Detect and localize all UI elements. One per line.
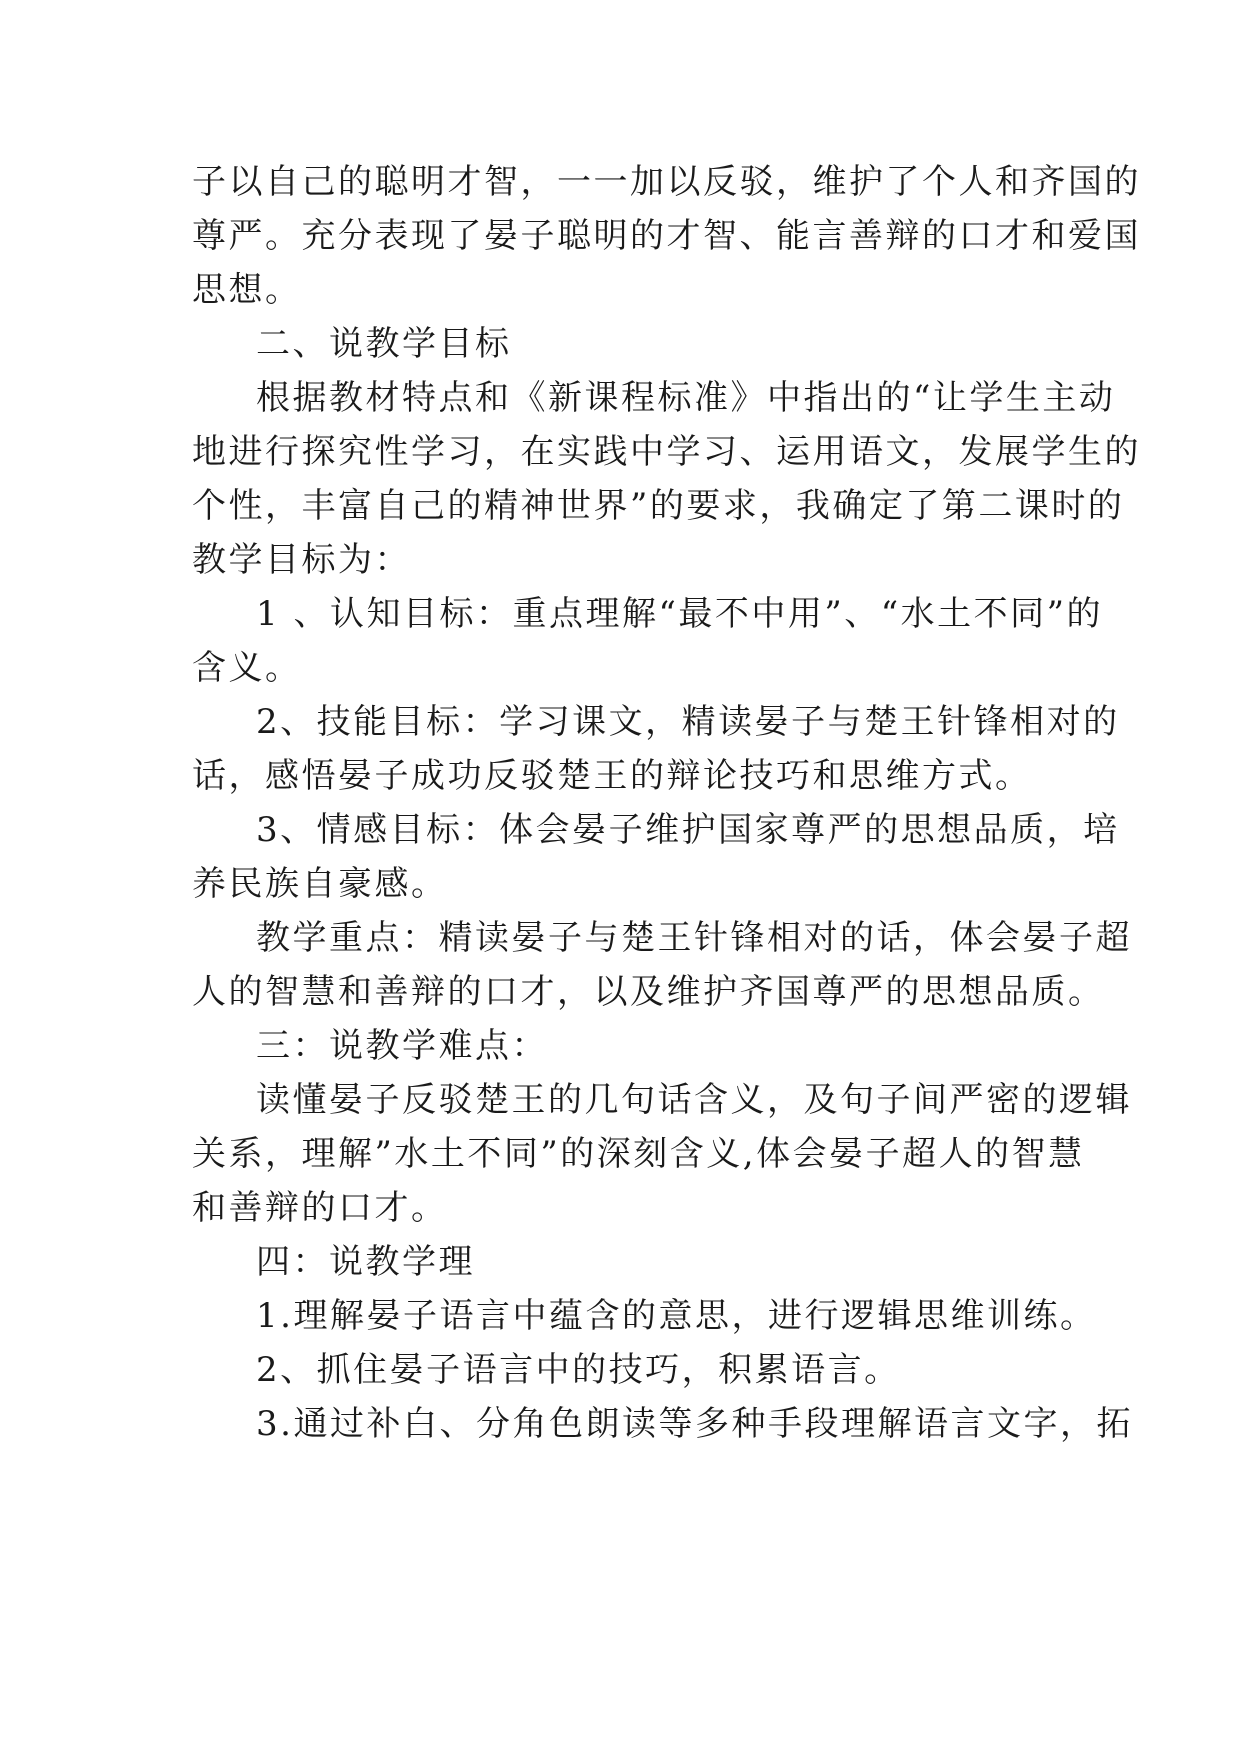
paragraph-line: 和善辩的口才。 <box>192 1188 448 1228</box>
paragraph-line: 尊严。充分表现了晏子聪明的才智、能言善辩的口才和爱国 <box>192 216 1141 256</box>
paragraph-line: 关系，理解”水土不同”的深刻含义,体会晏子超人的智慧 <box>192 1134 1085 1174</box>
section-heading: 二、说教学目标 <box>256 324 512 364</box>
paragraph-line: 含义。 <box>192 648 302 688</box>
paragraph-line: 1 、认知目标：重点理解“最不中用”、“水土不同”的 <box>256 594 1103 634</box>
list-item: 1.理解晏子语言中蕴含的意思，进行逻辑思维训练。 <box>256 1296 1097 1336</box>
list-item: 3.通过补白、分角色朗读等多种手段理解语言文字，拓 <box>256 1404 1133 1444</box>
section-heading: 四：说教学理 <box>256 1242 475 1282</box>
paragraph-line: 人的智慧和善辩的口才，以及维护齐国尊严的思想品质。 <box>192 972 1105 1012</box>
paragraph-line: 根据教材特点和《新课程标准》中指出的“让学生主动 <box>256 378 1116 418</box>
paragraph-line: 教学目标为： <box>192 540 411 580</box>
paragraph-line: 2、技能目标：学习课文，精读晏子与楚王针锋相对的 <box>256 702 1120 742</box>
paragraph-line: 话，感悟晏子成功反驳楚王的辩论技巧和思维方式。 <box>192 756 1032 796</box>
paragraph-line: 子以自己的聪明才智，一一加以反驳，维护了个人和齐国的 <box>192 162 1141 202</box>
paragraph-line: 读懂晏子反驳楚王的几句话含义，及句子间严密的逻辑 <box>256 1080 1132 1120</box>
paragraph-line: 3、情感目标：体会晏子维护国家尊严的思想品质，培 <box>256 810 1120 850</box>
section-heading: 三：说教学难点： <box>256 1026 548 1066</box>
paragraph-line: 个性，丰富自己的精神世界”的要求，我确定了第二课时的 <box>192 486 1125 526</box>
paragraph-line: 地进行探究性学习，在实践中学习、运用语文，发展学生的 <box>192 432 1141 472</box>
list-item: 2、抓住晏子语言中的技巧，积累语言。 <box>256 1350 901 1390</box>
paragraph-line: 养民族自豪感。 <box>192 864 448 904</box>
paragraph-line: 思想。 <box>192 270 302 310</box>
paragraph-line: 教学重点：精读晏子与楚王针锋相对的话，体会晏子超 <box>256 918 1132 958</box>
